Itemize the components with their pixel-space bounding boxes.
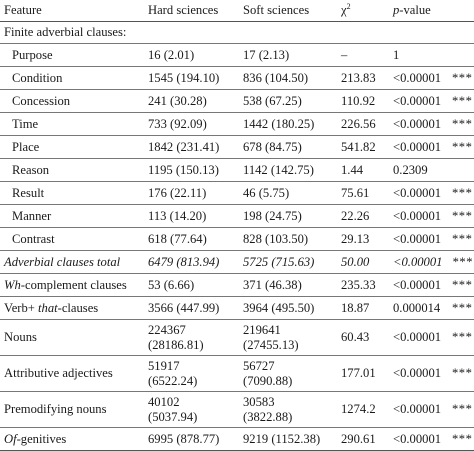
soft-value: 17 (2.13): [239, 44, 337, 67]
soft-count: 219641: [243, 322, 281, 337]
soft-normalized: (27455.13): [243, 337, 299, 352]
significance-mark: ***: [450, 182, 474, 205]
soft-value: 46 (5.75): [239, 182, 337, 205]
significance-mark: [450, 159, 474, 182]
label-rest: -genitives: [16, 431, 67, 446]
hard-value: [144, 320, 239, 356]
label-pre: Verb+: [4, 300, 39, 315]
hard-value: 113 (14.20): [144, 205, 239, 228]
chi-value: 18.87: [337, 297, 389, 320]
hard-value: 6995 (878.77): [144, 428, 239, 451]
chi-value: –: [337, 44, 389, 67]
hard-normalized: (28186.81): [148, 337, 204, 352]
significance-mark: ***: [450, 90, 474, 113]
significance-mark: ***: [450, 136, 474, 159]
hard-value: 241 (30.28): [144, 90, 239, 113]
soft-value: 836 (104.50): [239, 67, 337, 90]
soft-value: 538 (67.25): [239, 90, 337, 113]
chi-value: 1274.2: [337, 392, 389, 428]
soft-normalized: (3822.88): [243, 409, 293, 424]
soft-value: [239, 356, 337, 392]
soft-value: 828 (103.50): [239, 228, 337, 251]
header-p-value: [389, 0, 450, 22]
p-value: <0.00001: [389, 182, 450, 205]
chi-value: 22.26: [337, 205, 389, 228]
total-row: [0, 251, 474, 274]
soft-count: 56727: [243, 358, 275, 373]
section-row: [0, 22, 474, 44]
row-label: Condition: [0, 67, 144, 90]
table-row: [0, 205, 474, 228]
hard-count: 224367: [148, 322, 186, 337]
p-value: <0.00001: [389, 67, 450, 90]
header-chi-square: [337, 0, 389, 22]
significance-mark: ***: [450, 428, 474, 451]
row-label: Time: [0, 113, 144, 136]
significance-mark: ***: [450, 274, 474, 297]
table-row: [0, 428, 474, 451]
header-row: [0, 0, 474, 22]
label-italic: Wh: [4, 277, 21, 292]
soft-value: 5725 (715.63): [239, 251, 337, 274]
hard-value: 176 (22.11): [144, 182, 239, 205]
p-value: <0.00001: [389, 205, 450, 228]
p-value: <0.00001: [389, 228, 450, 251]
significance-mark: ***: [450, 251, 474, 274]
chi-value: 235.33: [337, 274, 389, 297]
hard-value: [144, 392, 239, 428]
hard-normalized: (5037.94): [148, 409, 198, 424]
hard-value: 3566 (447.99): [144, 297, 239, 320]
p-value: <0.00001: [389, 136, 450, 159]
chi-symbol: χ: [341, 3, 347, 17]
hard-count: 51917: [148, 358, 180, 373]
significance-mark: ***: [450, 320, 474, 356]
significance-mark: ***: [450, 67, 474, 90]
table-row: [0, 356, 474, 392]
significance-mark: [450, 44, 474, 67]
row-label: Premodifying nouns: [0, 392, 144, 428]
p-value: <0.00001: [389, 90, 450, 113]
p-value: <0.00001: [389, 274, 450, 297]
soft-normalized: (7090.88): [243, 373, 293, 388]
row-label: Place: [0, 136, 144, 159]
header-significance: [450, 0, 474, 22]
header-hard-sciences: Hard sciences: [144, 0, 239, 22]
chi-value: 213.83: [337, 67, 389, 90]
p-value: <0.00001: [389, 428, 450, 451]
table-row: [0, 44, 474, 67]
soft-value: 371 (46.38): [239, 274, 337, 297]
chi-value: 29.13: [337, 228, 389, 251]
label-italic: that: [38, 300, 58, 315]
row-label: [0, 297, 144, 320]
soft-value: 1142 (142.75): [239, 159, 337, 182]
table-row: [0, 297, 474, 320]
section-label: Finite adverbial clauses:: [0, 22, 474, 44]
row-label: Reason: [0, 159, 144, 182]
p-rest: -value: [399, 3, 431, 17]
table-row: [0, 320, 474, 356]
row-label: [0, 428, 144, 451]
p-value: 0.000014: [389, 297, 450, 320]
hard-value: 733 (92.09): [144, 113, 239, 136]
label-rest: -clauses: [57, 300, 99, 315]
p-value: <0.00001: [389, 113, 450, 136]
table-row: [0, 228, 474, 251]
table-row: [0, 274, 474, 297]
row-label: Attributive adjectives: [0, 356, 144, 392]
hard-value: 1842 (231.41): [144, 136, 239, 159]
p-value: <0.00001: [389, 320, 450, 356]
p-value: <0.00001: [389, 392, 450, 428]
p-value: 0.2309: [389, 159, 450, 182]
label-italic: Of: [4, 431, 17, 446]
p-value: <0.00001: [389, 356, 450, 392]
hard-value: 1195 (150.13): [144, 159, 239, 182]
p-italic: p: [393, 3, 400, 17]
soft-value: 9219 (1152.38): [239, 428, 337, 451]
chi-value: 226.56: [337, 113, 389, 136]
table-row: [0, 159, 474, 182]
table-row: [0, 113, 474, 136]
chi-value: 290.61: [337, 428, 389, 451]
chi-superscript: 2: [346, 1, 351, 11]
label-rest: -complement clauses: [20, 277, 127, 292]
hard-normalized: (6522.24): [148, 373, 198, 388]
significance-mark: ***: [450, 205, 474, 228]
p-value: <0.00001: [389, 251, 450, 274]
chi-value: 50.00: [337, 251, 389, 274]
significance-mark: ***: [450, 392, 474, 428]
soft-count: 30583: [243, 394, 275, 409]
significance-mark: ***: [450, 356, 474, 392]
hard-value: [144, 356, 239, 392]
table-row: [0, 182, 474, 205]
chi-value: 60.43: [337, 320, 389, 356]
row-label: Result: [0, 182, 144, 205]
significance-mark: ***: [450, 297, 474, 320]
p-value: 1: [389, 44, 450, 67]
header-feature: Feature: [0, 0, 144, 22]
soft-value: 3964 (495.50): [239, 297, 337, 320]
table-row: [0, 136, 474, 159]
row-label: Concession: [0, 90, 144, 113]
row-label: Adverbial clauses total: [0, 251, 144, 274]
hard-value: 618 (77.64): [144, 228, 239, 251]
hard-count: 40102: [148, 394, 180, 409]
soft-value: 198 (24.75): [239, 205, 337, 228]
table-row: [0, 392, 474, 428]
chi-value: 75.61: [337, 182, 389, 205]
soft-value: [239, 392, 337, 428]
row-label: Purpose: [0, 44, 144, 67]
hard-value: 6479 (813.94): [144, 251, 239, 274]
row-label: [0, 274, 144, 297]
header-soft-sciences: Soft sciences: [239, 0, 337, 22]
row-label: Nouns: [0, 320, 144, 356]
soft-value: 678 (84.75): [239, 136, 337, 159]
significance-mark: ***: [450, 113, 474, 136]
chi-value: 541.82: [337, 136, 389, 159]
chi-value: 110.92: [337, 90, 389, 113]
significance-mark: ***: [450, 228, 474, 251]
hard-value: 16 (2.01): [144, 44, 239, 67]
soft-value: [239, 320, 337, 356]
chi-value: 177.01: [337, 356, 389, 392]
row-label: Manner: [0, 205, 144, 228]
soft-value: 1442 (180.25): [239, 113, 337, 136]
hard-value: 53 (6.66): [144, 274, 239, 297]
table-row: [0, 90, 474, 113]
row-label: Contrast: [0, 228, 144, 251]
chi-value: 1.44: [337, 159, 389, 182]
table-row: [0, 67, 474, 90]
hard-value: 1545 (194.10): [144, 67, 239, 90]
